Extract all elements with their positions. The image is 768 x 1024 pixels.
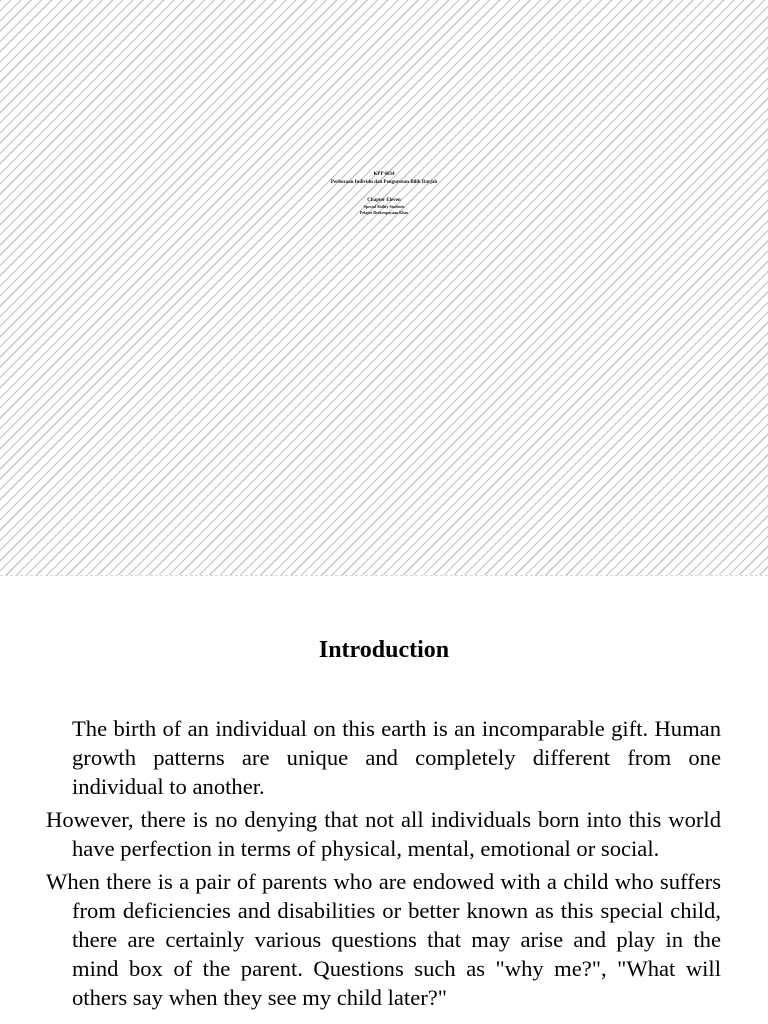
intro-heading: Introduction xyxy=(318,637,450,663)
intro-body xyxy=(46,714,721,1016)
course-title: Perbezaan Individu dan Pengurusan Bilik Darjah xyxy=(330,180,438,185)
chapter-subtitle-ms: Pelajar Berkeupayaan Khas xyxy=(359,210,409,215)
course-code: KPP 6034 xyxy=(373,172,395,177)
intro-paragraph: The birth of an individual on this earth is an incomparable gift. Human growth patterns are unique and completely different from one individual to another. xyxy=(72,716,721,799)
chapter-subtitle-en: Special Ability Students xyxy=(363,204,405,209)
chapter-title: Chapter Eleven xyxy=(367,198,401,203)
intro-paragraph: However, there is no denying that not all individuals born into this world have perfection in terms of physical, mental, emotional or social. xyxy=(46,807,721,861)
title-block xyxy=(0,172,768,217)
introduction-slide xyxy=(0,577,768,1024)
intro-paragraph: When there is a pair of parents who are endowed with a child who suffers from deficiencies and disabilities or better known as this special child, there are certainly various questions that may arise and play in the mind box of the parent. Questions such as "why me?", "What will others say when they see my child later?" xyxy=(46,869,721,1010)
